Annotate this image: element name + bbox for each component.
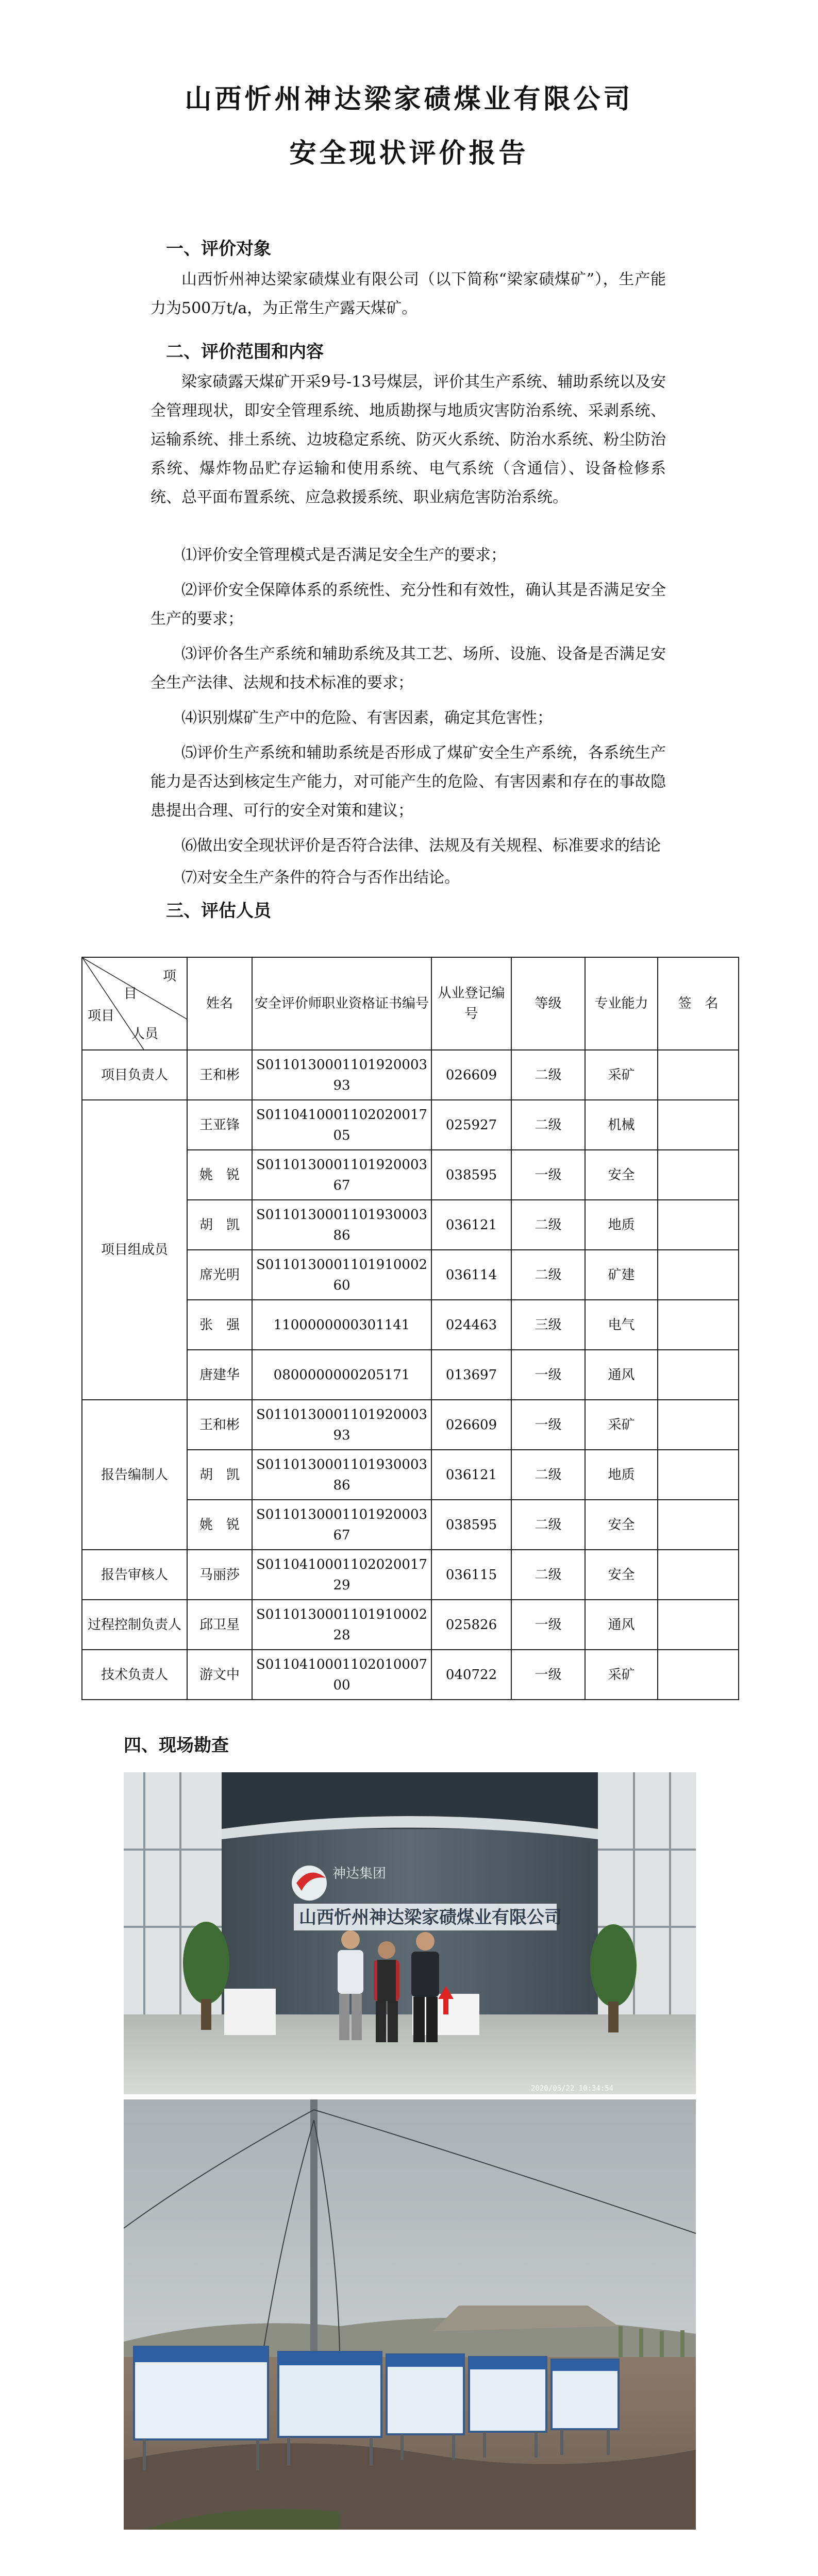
role-cell: 技术负责人 — [82, 1650, 187, 1700]
photo-timestamp: 2020/05/22 10:34:54 — [531, 2084, 614, 2093]
level-cell: 一级 — [511, 1400, 585, 1450]
role-cell: 项目组成员 — [82, 1100, 187, 1400]
reg-cell: 036121 — [431, 1450, 511, 1500]
name-cell: 姚 锐 — [187, 1150, 252, 1200]
diag-label-top: 项 — [162, 969, 176, 984]
level-cell: 二级 — [511, 1250, 585, 1300]
cert-cell: S011013000110192000393 — [252, 1050, 431, 1100]
name-cell: 姚 锐 — [187, 1500, 252, 1550]
level-cell: 二级 — [511, 1100, 585, 1150]
paragraph-scope: 梁家碛露天煤矿开采9号-13号煤层，评价其生产系统、辅助系统以及安全管理现状，即安全管理系统、地质勘探与地质灾害防治系统、采剥系统、运输系统、排土系统、边坡稳定系统、防灭火系统、防治水系统、粉尘防治系统、爆炸物品贮存运输和使用系统、电气系统（含通信）、设备检修系统、总平面布置系统、应急救援系统、职业病危害防治系统。 — [151, 373, 666, 506]
name-cell: 邱卫星 — [187, 1600, 252, 1650]
list-item: ⑷识别煤矿生产中的危险、有害因素，确定其危害性； — [181, 709, 553, 727]
office-lobby-image — [124, 1772, 696, 2094]
header-major: 专业能力 — [585, 957, 658, 1050]
major-cell: 通风 — [585, 1600, 658, 1650]
table-row — [82, 1550, 739, 1600]
signature-cell — [658, 1650, 739, 1700]
major-cell: 采矿 — [585, 1400, 658, 1450]
cert-cell: S011041000110201000700 — [252, 1650, 431, 1700]
paragraph-evaluation-object: 山西忻州神达梁家碛煤业有限公司（以下简称“梁家碛煤矿”），生产能力为500万t/a，为正常生产露天煤矿。 — [151, 270, 666, 317]
level-cell: 一级 — [511, 1150, 585, 1200]
reg-cell: 013697 — [431, 1350, 511, 1400]
name-cell: 王和彬 — [187, 1400, 252, 1450]
major-cell: 机械 — [585, 1100, 658, 1150]
cert-cell: 1100000000301141 — [252, 1300, 431, 1350]
cert-cell: S011013000110193000386 — [252, 1450, 431, 1500]
level-cell: 二级 — [511, 1500, 585, 1550]
table-row — [82, 1100, 739, 1150]
reg-cell: 025927 — [431, 1100, 511, 1150]
name-cell: 张 强 — [187, 1300, 252, 1350]
signature-cell — [658, 1450, 739, 1500]
level-cell: 一级 — [511, 1650, 585, 1700]
list-item: ⑺对安全生产条件的符合与否作出结论。 — [181, 869, 460, 887]
name-cell: 胡 凯 — [187, 1450, 252, 1500]
name-cell: 唐建华 — [187, 1350, 252, 1400]
signature-cell — [658, 1250, 739, 1300]
level-cell: 二级 — [511, 1450, 585, 1500]
reg-cell: 036114 — [431, 1250, 511, 1300]
open-pit-site-image — [124, 2099, 696, 2530]
level-cell: 二级 — [511, 1550, 585, 1600]
reg-cell: 038595 — [431, 1500, 511, 1550]
major-cell: 矿建 — [585, 1250, 658, 1300]
major-cell: 采矿 — [585, 1050, 658, 1100]
cert-cell: S011013000110192000367 — [252, 1150, 431, 1200]
major-cell: 地质 — [585, 1450, 658, 1500]
photo-logo-text: 神达集团 — [332, 1866, 387, 1882]
table-row — [82, 1050, 739, 1100]
level-cell: 一级 — [511, 1600, 585, 1650]
name-cell: 席光明 — [187, 1250, 252, 1300]
reg-cell: 024463 — [431, 1300, 511, 1350]
section-heading-staff: 三、评估人员 — [166, 901, 271, 921]
reg-cell: 025826 — [431, 1600, 511, 1650]
major-cell: 安全 — [585, 1550, 658, 1600]
major-cell: 安全 — [585, 1150, 658, 1200]
signature-cell — [658, 1500, 739, 1550]
reg-cell: 026609 — [431, 1400, 511, 1450]
report-company-title: 山西忻州神达梁家碛煤业有限公司 — [185, 84, 633, 115]
level-cell: 二级 — [511, 1050, 585, 1100]
section-heading-scope: 二、评价范围和内容 — [166, 342, 324, 362]
signature-cell — [658, 1150, 739, 1200]
signature-cell — [658, 1200, 739, 1250]
list-item: ⑸评价生产系统和辅助系统是否形成了煤矿安全生产系统，各系统生产能力是否达到核定生产能力，对可能产生的危险、有害因素和存在的事故隐患提出合理、可行的安全对策和建议； — [151, 744, 666, 820]
office-lobby-photo — [124, 1772, 696, 2094]
cert-cell: S011013000110191000228 — [252, 1600, 431, 1650]
reg-cell: 040722 — [431, 1650, 511, 1700]
cert-cell: S011013000110191000260 — [252, 1250, 431, 1300]
diag-label-mid: 目 — [124, 986, 138, 1002]
table-row — [82, 1400, 739, 1450]
header-sign: 签 名 — [658, 957, 739, 1050]
name-cell: 游文中 — [187, 1650, 252, 1700]
major-cell: 安全 — [585, 1500, 658, 1550]
diag-label-bottom: 人员 — [131, 1026, 159, 1042]
reg-cell: 036121 — [431, 1200, 511, 1250]
header-name: 姓名 — [187, 957, 252, 1050]
signature-cell — [658, 1400, 739, 1450]
name-cell: 胡 凯 — [187, 1200, 252, 1250]
signature-cell — [658, 1050, 739, 1100]
section-heading-site-survey: 四、现场勘查 — [124, 1735, 229, 1756]
table-header-row — [82, 957, 739, 1050]
role-cell: 项目负责人 — [82, 1050, 187, 1100]
signature-cell — [658, 1550, 739, 1600]
cert-cell: S011013000110193000386 — [252, 1200, 431, 1250]
list-item: ⑵评价安全保障体系的系统性、充分性和有效性，确认其是否满足安全生产的要求； — [151, 581, 666, 628]
cert-cell: S011013000110192000393 — [252, 1400, 431, 1450]
signature-cell — [658, 1100, 739, 1150]
major-cell: 电气 — [585, 1300, 658, 1350]
role-cell: 报告编制人 — [82, 1400, 187, 1550]
header-cert: 安全评价师职业资格证书编号 — [252, 957, 431, 1050]
list-item: ⑹做出安全现状评价是否符合法律、法规及有关规程、标准要求的结论 — [181, 837, 661, 855]
cert-cell: 0800000000205171 — [252, 1350, 431, 1400]
header-level: 等级 — [511, 957, 585, 1050]
major-cell: 采矿 — [585, 1650, 658, 1700]
header-reg: 从业登记编号 — [431, 957, 511, 1050]
major-cell: 地质 — [585, 1200, 658, 1250]
level-cell: 二级 — [511, 1200, 585, 1250]
cert-cell: S011041000110202001729 — [252, 1550, 431, 1600]
reg-cell: 026609 — [431, 1050, 511, 1100]
reg-cell: 036115 — [431, 1550, 511, 1600]
photo-wall-text: 山西忻州神达梁家碛煤业有限公司 — [299, 1907, 562, 1928]
open-pit-site-photo — [124, 2099, 696, 2530]
table-row — [82, 1650, 739, 1700]
role-cell: 报告审核人 — [82, 1550, 187, 1600]
diag-label-left: 项目 — [88, 1008, 115, 1024]
list-item: ⑴评价安全管理模式是否满足安全生产的要求； — [181, 546, 506, 564]
cert-cell: S011041000110202001705 — [252, 1100, 431, 1150]
level-cell: 一级 — [511, 1350, 585, 1400]
signature-cell — [658, 1350, 739, 1400]
name-cell: 马丽莎 — [187, 1550, 252, 1600]
name-cell: 王亚锋 — [187, 1100, 252, 1150]
role-cell: 过程控制负责人 — [82, 1600, 187, 1650]
signature-cell — [658, 1300, 739, 1350]
level-cell: 三级 — [511, 1300, 585, 1350]
diagonal-header-cell — [82, 957, 187, 1050]
report-title: 安全现状评价报告 — [289, 138, 529, 169]
cert-cell: S011013000110192000367 — [252, 1500, 431, 1550]
staff-table — [81, 957, 739, 1700]
table-row — [82, 1600, 739, 1650]
major-cell: 通风 — [585, 1350, 658, 1400]
signature-cell — [658, 1600, 739, 1650]
section-heading-evaluation-object: 一、评价对象 — [166, 239, 271, 259]
staff-table-body — [82, 1050, 739, 1700]
reg-cell: 038595 — [431, 1150, 511, 1200]
name-cell: 王和彬 — [187, 1050, 252, 1100]
list-item: ⑶评价各生产系统和辅助系统及其工艺、场所、设施、设备是否满足安全生产法律、法规和技术标准的要求； — [151, 645, 666, 692]
